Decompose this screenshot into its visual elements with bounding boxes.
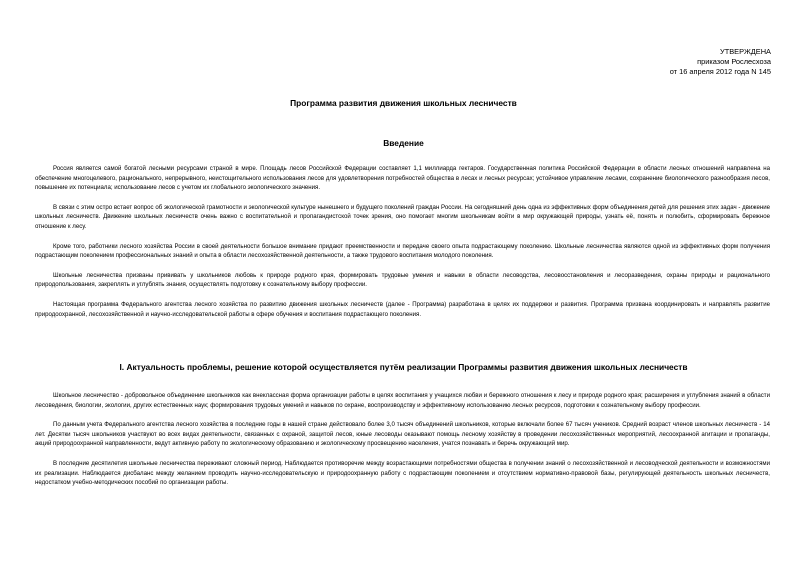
section-1-paragraph-1: Школьное лесничество - добровольное объединение школьников как внеклассная форма организации работы в целях воспитания у учащихся любви и бережного отношения к лесу и природе родного края; расширения и углубления знаний в области лесоведения, биологии, экологии, других естественных наук; формирования трудовых умений и навыков по охране, воспроизводству и эффективному использованию лесных ресурсов, подготовки к сознательному выбору профессии. <box>35 392 770 409</box>
section-1-paragraphs <box>35 391 770 498</box>
approval-line-1: УТВЕРЖДЕНА <box>720 47 771 56</box>
intro-paragraph-5: Настоящая программа Федерального агентства лесного хозяйства по развитию движения школьных лесничеств (далее - Программа) разработана в целях их поддержки и развития. Программа призвана координировать и направлять развитие природоохранной, лесохозяйственной и научно-исследовательской работы в сфере обучения и воспитания подрастающего поколения. <box>35 300 770 318</box>
intro-paragraph-4: Школьные лесничества призваны прививать у школьников любовь к природе родного края, формировать трудовые умения и навыки в области лесоводства, лесовосстановления и лесоразведения, охраны природы и рационального природопользования, закреплять и углублять знания, осуществлять подготовку к сознательному выбору профессии. <box>35 271 770 289</box>
intro-paragraph-2: В связи с этим остро встает вопрос об экологической грамотности и экологической культуре нынешнего и будущего поколений граждан России. На сегодняшний день одна из эффективных форм объединения детей для решения этих задач - движение школьных лесничеств. Движение школьных лесничеств очень важно с воспитательной и пропагандистской точек зрения, оно помогает многим школьникам войти в мир окружающей природы, узнать её, понять и полюбить, сформировать бережное отношение к лесу. <box>35 203 770 230</box>
approval-stamp <box>670 47 771 77</box>
approval-line-2: приказом Рослесхоза <box>697 57 771 66</box>
intro-paragraph-1: Россия является самой богатой лесными ресурсами страной в мире. Площадь лесов Российской Федерации составляет 1,1 миллиарда гектаров. Государственная политика Российской Федерации в области лесных отношений направлена на обеспечение многоцелевого, рационального, непрерывного, неистощительного использования лесов для удовлетворения потребностей общества в лесах и лесных ресурсах; устойчивое управление лесами, сохранение биологического разнообразия лесов, повышение их потенциала; использование лесов с учетом их глобального экологического значения. <box>35 165 770 192</box>
section-1-paragraph-3: В последние десятилетия школьные лесничества переживают сложный период. Наблюдается противоречие между возрастающими потребностями общества в получении знаний о лесохозяйственной и лесоводческой деятельности и возможностями их реализации. Наблюдается дисбаланс между желанием проводить научно-исследовательскую и природоохранную работу с подрастающим поколением и отсутствием нормативно-правовой базы, регулирующей деятельность школьных лесничеств, недостатком учебно-методических пособий по организации работы. <box>35 459 770 487</box>
document-title: Программа развития движения школьных лесничеств <box>290 98 517 108</box>
section-1-heading: I. Актуальность проблемы, решение которой осуществляется путём реализации Программы развития движения школьных лесничеств <box>119 362 688 372</box>
intro-heading: Введение <box>383 138 424 148</box>
intro-paragraph-3: Кроме того, работники лесного хозяйства России в своей деятельности большое внимание придают преемственности и передаче своего опыта подрастающему поколению. Школьные лесничества являются одной из эффективных форм получения подрастающим поколением профессиональных знаний и опыта в области лесохозяйственной деятельности, а также трудового воспитания молодого поколения. <box>35 242 770 260</box>
approval-line-3: от 16 апреля 2012 года N 145 <box>669 67 771 76</box>
section-1-paragraph-2: По данным учета Федерального агентства лесного хозяйства в последние годы в нашей стране действовало более 3,0 тысяч объединений школьников, которые включали более 67 тысяч учеников. Средний возраст членов школьных лесничеств - 14 лет. Десятки тысяч школьников участвуют во всех видах деятельности, связанных с охраной, защитой лесов, юные лесоводы оказывают помощь лесному хозяйству в проведении лесохозяйственных мероприятий, лесоохранной агитации и пропаганды, акций природоохранной направленности, ведут активную работу по экологическому образованию и экологическому просвещению населения, учатся познавать и беречь окружающий мир. <box>35 421 770 448</box>
intro-paragraphs <box>35 164 770 329</box>
